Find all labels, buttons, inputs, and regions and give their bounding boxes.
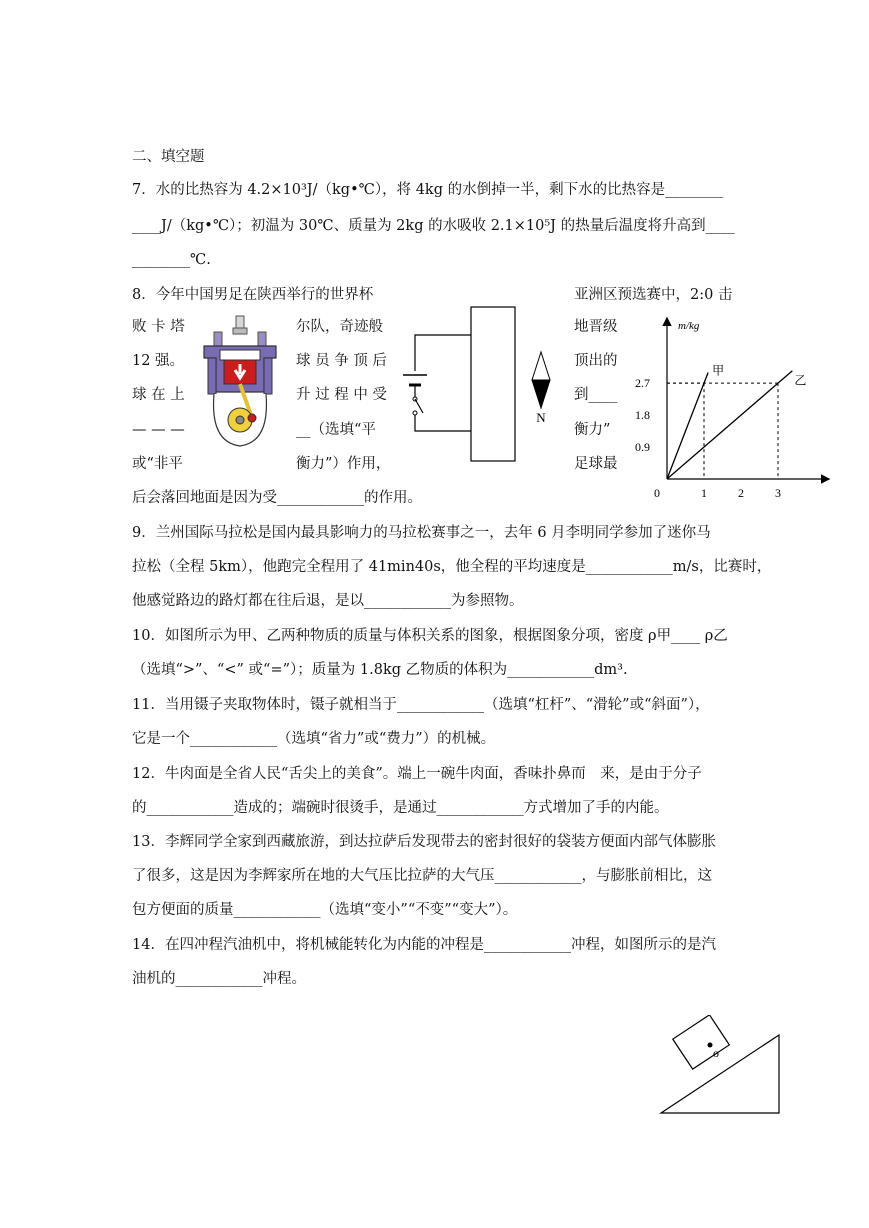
circuit-diagram bbox=[395, 305, 520, 465]
q7-line3: ________℃. bbox=[132, 252, 211, 268]
q8-row-b: 尔队，奇迹般 bbox=[296, 319, 383, 335]
q14-line1: 14．在四冲程汽油机中，将机械能转化为内能的冲程是____________冲程，如图所示的是汽 bbox=[132, 937, 716, 953]
q8-line1-left: 8．今年中国男足在陕西举行的世界杯 bbox=[132, 287, 374, 303]
q8-row-a: 12 强。 bbox=[132, 353, 185, 369]
y-tick-label: 0.9 bbox=[635, 440, 650, 455]
mass-volume-chart bbox=[628, 315, 838, 505]
q8-row-a: — — — bbox=[132, 422, 185, 438]
q8-row-b: __（选填“平 bbox=[296, 422, 376, 438]
y-tick-label: 2.7 bbox=[635, 376, 650, 391]
q11-line2: 它是一个____________（选填“省力”或“费力”）的机械。 bbox=[132, 731, 496, 747]
q10-line2: （选填“>”、“<” 或“=”）；质量为 1.8kg 乙物质的体积为____________dm³. bbox=[132, 662, 628, 678]
q9-line3: 他感觉路边的路灯都在往后退，是以____________为参照物。 bbox=[132, 593, 524, 609]
q8-row-b: 衡力”）作用， bbox=[296, 456, 391, 472]
q8-row-a: 或“非平 bbox=[132, 456, 183, 472]
q12-line1: 12．牛肉面是全省人民“舌尖上的美食”。端上一碗牛肉面，香味扑鼻而 来，是由于分子 bbox=[132, 766, 702, 782]
q8-row-c: 衡力” bbox=[574, 422, 611, 438]
q8-row-c: 地晋级 bbox=[574, 319, 618, 335]
series-label: 乙 bbox=[794, 373, 807, 388]
q8-row-b: 球 员 争 顶 后 bbox=[296, 353, 387, 369]
series-label: 甲 bbox=[712, 363, 725, 378]
y-axis-label: m/kg bbox=[678, 320, 700, 332]
section-title: 二、填空题 bbox=[132, 149, 205, 165]
q13-line1: 13．李辉同学全家到西藏旅游，到达拉萨后发现带去的密封很好的袋装方便面内部气体膨胀 bbox=[132, 834, 716, 850]
x-tick-label: 3 bbox=[775, 486, 781, 500]
q8-line1-right: 亚洲区预选赛中，2:0 击 bbox=[574, 287, 733, 303]
q8-row-c: 到____ bbox=[574, 387, 618, 403]
q14-line2: 油机的____________冲程。 bbox=[132, 971, 306, 987]
q9-line2: 拉松（全程 5km），他跑完全程用了 41min40s，他全程的平均速度是____________m/s，比赛时， bbox=[132, 559, 772, 575]
q13-line2: 了很多，这是因为李辉家所在地的大气压比拉萨的大气压____________，与膨胀前相比，这 bbox=[132, 868, 712, 884]
incline-block-figure bbox=[655, 1015, 790, 1120]
engine-piston-figure bbox=[200, 312, 280, 452]
y-tick-label: 1.8 bbox=[635, 408, 650, 423]
incline-label: o bbox=[713, 1046, 719, 1060]
q7-line2: ____J/（kg•℃）；初温为 30℃、质量为 2kg 的水吸收 2.1×10⁵J 的热量后温度将升高到____ bbox=[132, 218, 735, 234]
q8-row-c: 顶出的 bbox=[574, 353, 618, 369]
q10-line1: 10．如图所示为甲、乙两种物质的质量与体积关系的图象，根据图象分项，密度 ρ甲____ ρ乙 bbox=[132, 628, 728, 644]
x-tick-label: 1 bbox=[701, 486, 707, 500]
q7-line1: 7．水的比热容为 4.2×10³J/（kg•℃），将 4kg 的水倒掉一半，剩下水的比热容是________ bbox=[132, 182, 724, 198]
q12-line2: 的____________造成的；端碗时很烫手，是通过____________方式增加了手的内能。 bbox=[132, 800, 669, 816]
series-line bbox=[667, 373, 708, 480]
q8-row-c: 足球最 bbox=[574, 456, 618, 472]
q8-row-b: 升 过 程 中 受 bbox=[296, 387, 387, 403]
compass-label: N bbox=[536, 410, 546, 425]
origin-label: 0 bbox=[654, 486, 660, 500]
q13-line3: 包方便面的质量____________（选填“变小”“不变”“变大”）。 bbox=[132, 902, 518, 918]
q8-row-a: 败 卡 塔 bbox=[132, 319, 185, 335]
series-line bbox=[667, 371, 792, 479]
q8-row-a: 球 在 上 bbox=[132, 387, 185, 403]
x-tick-label: 2 bbox=[738, 486, 744, 500]
q11-line1: 11．当用镊子夹取物体时，镊子就相当于____________（选填“杠杆”、“滑轮”或“斜面”）， bbox=[132, 697, 710, 713]
q9-line1: 9．兰州国际马拉松是国内最具影响力的马拉松赛事之一，去年 6 月李明同学参加了迷你马 bbox=[132, 525, 711, 541]
q8-last-line: 后会落回地面是因为受____________的作用。 bbox=[132, 490, 422, 506]
compass-needle bbox=[528, 350, 554, 425]
